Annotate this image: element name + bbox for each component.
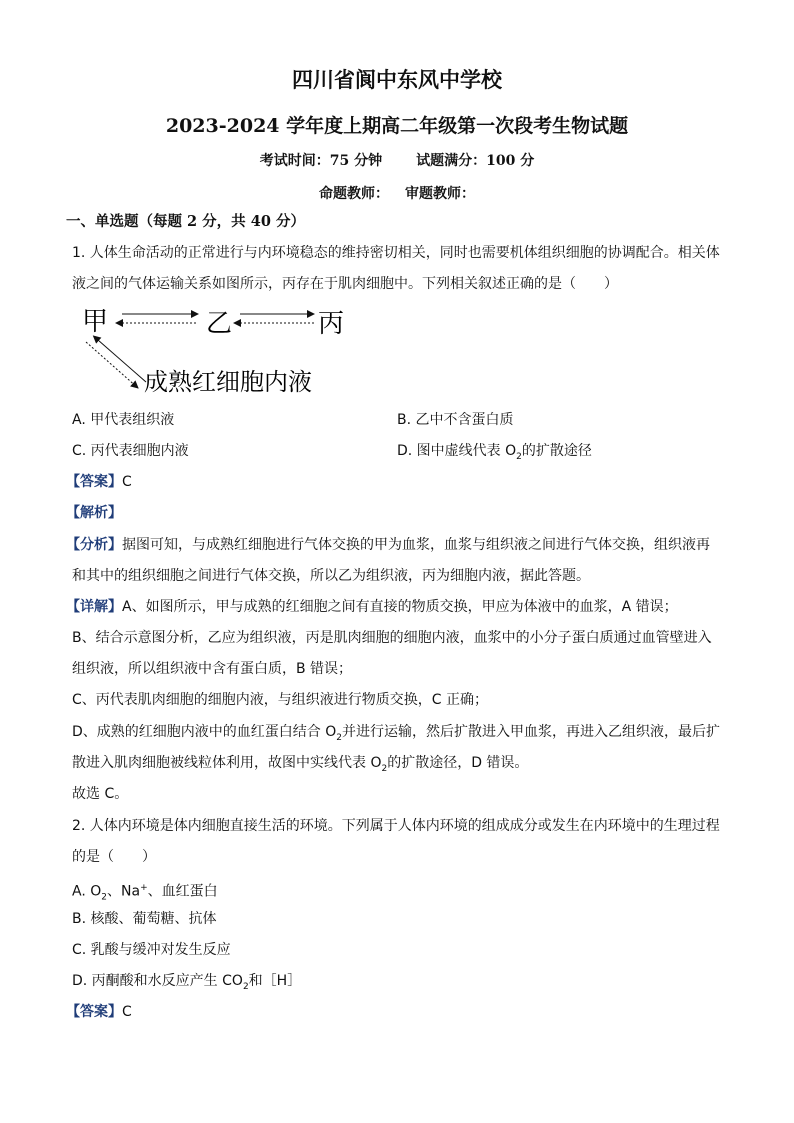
q1-fenxi-line1 <box>66 535 710 555</box>
q1-option-d-sub: 2 <box>516 451 522 462</box>
q1-xiangjie-d1 <box>72 722 720 748</box>
q2-stem-line1: 2. 人体内环境是体内细胞直接生活的环境。下列属于人体内环境的组成成分或发生在内环境中的生理过程 <box>72 818 720 834</box>
q1-stem-line2: 液之间的气体运输关系如图所示，丙存在于肌肉细胞中。下列相关叙述正确的是（ ） <box>72 276 618 292</box>
fenxi-tag: 【分析】 <box>66 537 122 553</box>
q2-answer <box>66 1002 132 1022</box>
diagram-node-rbc: 成熟红细胞内液 <box>144 368 312 396</box>
q2a-sub: 2 <box>101 892 107 903</box>
d2-post: 的扩散途径，D 错误。 <box>387 755 529 771</box>
answer-value: C <box>122 474 132 490</box>
fenxi-text: 据图可知，与成熟红细胞进行气体交换的甲为血浆，血浆与组织液之间进行气体交换，组织液再 <box>122 537 710 553</box>
q2-option-a <box>72 878 218 907</box>
diagram-node-jia: 甲 <box>82 307 109 337</box>
q1-option-d <box>397 441 592 467</box>
diagram-node-yi: 乙 <box>206 309 233 339</box>
d1-post: 并进行运输，然后扩散进入甲血浆，再进入乙组织液，最后扩 <box>341 724 720 740</box>
q1-xiangjie-b1: B、结合示意图分析，乙应为组织液，丙是肌肉细胞的细胞内液，血浆中的小分子蛋白质通过血管壁进入 <box>72 630 712 646</box>
xiangjie-a-text: A、如图所示，甲与成熟的红细胞之间有直接的物质交换，甲应为体液中的血浆，A 错误； <box>122 599 678 615</box>
d2-pre: 散进入肌肉细胞被线粒体利用，故图中实线代表 O <box>72 755 382 771</box>
q2d-post: 和［H］ <box>248 973 302 989</box>
q2d-sub: 2 <box>242 981 249 992</box>
reviewer-label: 审题教师： <box>405 186 475 202</box>
q1-answer <box>66 472 132 492</box>
arrow-rbc-to-jia <box>98 340 146 382</box>
q2-option-b: B. 核酸、葡萄糖、抗体 <box>72 911 217 927</box>
q1-analysis <box>66 503 122 523</box>
q1-option-d-post: 的扩散途径 <box>521 443 592 459</box>
q1-option-c: C. 丙代表细胞内液 <box>72 443 189 459</box>
q2a-sup: + <box>140 883 148 893</box>
q2a-post: 、血红蛋白 <box>147 883 218 900</box>
q1-xiangjie-c: C、丙代表肌肉细胞的细胞内液，与组织液进行物质交换，C 正确； <box>72 692 488 708</box>
q1-conclusion: 故选 C。 <box>72 786 129 802</box>
q1-option-a: A. 甲代表组织液 <box>72 412 175 428</box>
q2a-pre: A. O <box>72 883 102 900</box>
q1-option-b: B. 乙中不含蛋白质 <box>397 412 514 428</box>
xiangjie-tag: 【详解】 <box>66 599 122 615</box>
q2-option-c: C. 乳酸与缓冲对发生反应 <box>72 942 231 958</box>
q2a-mid: 、Na <box>107 883 141 900</box>
q1-xiangjie-d2 <box>72 753 528 779</box>
analysis-tag: 【解析】 <box>66 505 122 521</box>
q1-stem-line1: 1. 人体生命活动的正常进行与内环境稳态的维持密切相关，同时也需要机体组织细胞的协调配合。相关体 <box>72 245 720 261</box>
school-title: 四川省阆中东风中学校 <box>292 67 502 92</box>
teacher-info <box>0 183 794 203</box>
exam-score: 试题满分：100 分 <box>416 153 535 169</box>
q2-answer-value: C <box>122 1004 132 1020</box>
exam-title: 2023-2024 学年度上期高二年级第一次段考生物试题 <box>165 115 629 137</box>
setter-label: 命题教师： <box>319 186 389 202</box>
q2-option-d <box>72 971 301 997</box>
q2-stem-line2: 的是（ ） <box>72 849 156 865</box>
q1-fenxi-line2: 和其中的组织细胞之间进行气体交换，所以乙为组织液，丙为细胞内液，据此答题。 <box>72 568 590 584</box>
q2-answer-tag: 【答案】 <box>66 1004 122 1020</box>
exam-time: 考试时间：75 分钟 <box>259 153 383 169</box>
q2d-pre: D. 丙酮酸和水反应产生 CO <box>72 973 243 989</box>
d1-sub: 2 <box>336 732 342 743</box>
d1-pre: D、成熟的红细胞内液中的血红蛋白结合 O <box>72 724 337 740</box>
arrow-jia-to-rbc <box>86 342 138 388</box>
q1-diagram <box>80 302 360 402</box>
q1-option-d-text: D. 图中虚线代表 O <box>397 443 517 459</box>
d2-sub: 2 <box>381 763 388 774</box>
answer-tag: 【答案】 <box>66 474 122 490</box>
q1-xiangjie-b2: 组织液，所以组织液中含有蛋白质，B 错误； <box>72 661 353 677</box>
section-title: 一、单选题（每题 2 分，共 40 分） <box>66 213 305 230</box>
diagram-node-bing: 丙 <box>318 309 345 339</box>
exam-info <box>0 150 794 170</box>
q1-xiangjie-a <box>66 597 678 617</box>
